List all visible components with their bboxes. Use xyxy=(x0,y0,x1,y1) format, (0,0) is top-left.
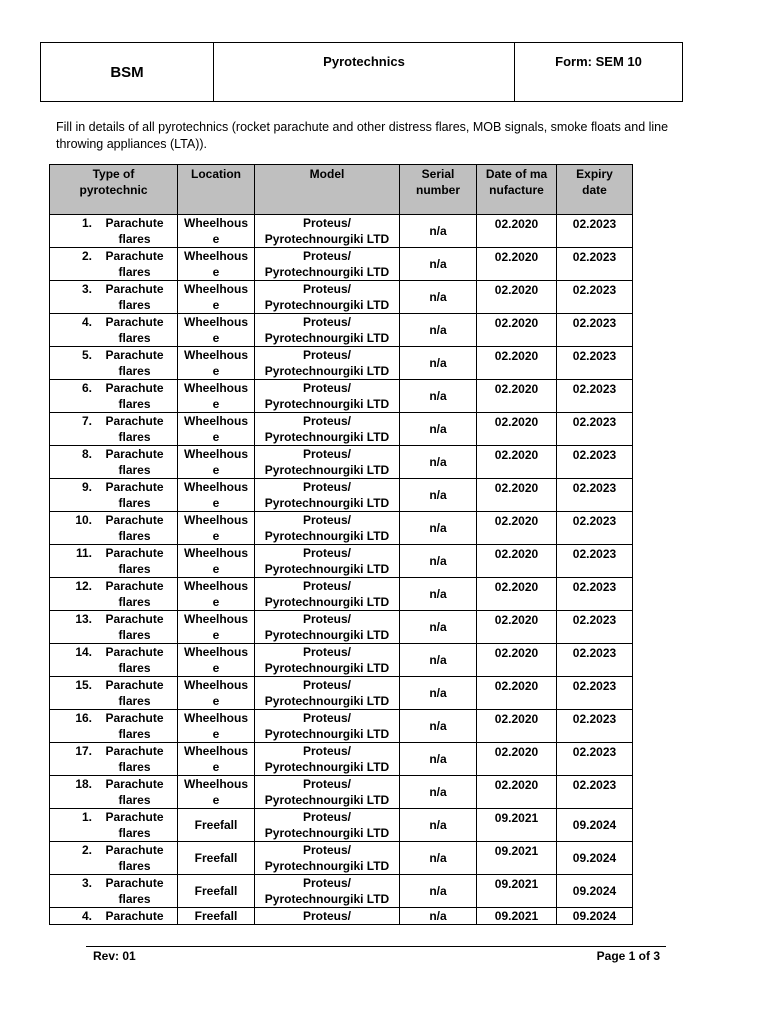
expiry-date-cell: 02.2023 xyxy=(557,314,633,347)
row-number: 13. xyxy=(75,612,92,626)
expiry-date-cell: 02.2023 xyxy=(557,545,633,578)
row-number: 5. xyxy=(81,348,92,362)
model-cell: Proteus/ Pyrotechnourgiki LTD xyxy=(255,776,400,809)
pyrotechnic-type: Parachute flares xyxy=(105,876,164,906)
pyrotechnic-type: Parachute xyxy=(105,909,164,923)
type-cell xyxy=(50,710,178,743)
serial-cell: n/a xyxy=(400,809,477,842)
row-number: 12. xyxy=(75,579,92,593)
type-cell xyxy=(50,809,178,842)
serial-cell: n/a xyxy=(400,578,477,611)
table-row xyxy=(50,644,633,677)
model-cell: Proteus/ Pyrotechnourgiki LTD xyxy=(255,413,400,446)
row-number: 15. xyxy=(75,678,92,692)
table-row xyxy=(50,446,633,479)
manufacture-date-cell: 02.2020 xyxy=(477,413,557,446)
model-cell: Proteus/ Pyrotechnourgiki LTD xyxy=(255,743,400,776)
pyrotechnic-type: Parachute flares xyxy=(105,315,164,345)
location-cell: Wheelhouse xyxy=(178,578,255,611)
manufacture-date-cell: 02.2020 xyxy=(477,479,557,512)
manufacture-date-cell: 09.2021 xyxy=(477,875,557,908)
location-cell: Wheelhouse xyxy=(178,545,255,578)
pyrotechnic-type: Parachute flares xyxy=(105,843,164,873)
location-cell: Wheelhouse xyxy=(178,413,255,446)
serial-cell: n/a xyxy=(400,413,477,446)
expiry-date-cell: 02.2023 xyxy=(557,215,633,248)
manufacture-date-cell: 02.2020 xyxy=(477,446,557,479)
type-cell xyxy=(50,512,178,545)
pyrotechnic-type: Parachute flares xyxy=(105,282,164,312)
pyrotechnic-type: Parachute flares xyxy=(105,810,164,840)
expiry-date-cell: 09.2024 xyxy=(557,842,633,875)
pyrotechnic-type: Parachute flares xyxy=(105,612,164,642)
row-number: 2. xyxy=(81,249,92,263)
expiry-date-cell: 02.2023 xyxy=(557,248,633,281)
pyrotechnic-type: Parachute flares xyxy=(105,711,164,741)
location-cell: Wheelhouse xyxy=(178,281,255,314)
serial-cell: n/a xyxy=(400,710,477,743)
serial-cell: n/a xyxy=(400,314,477,347)
row-number: 9. xyxy=(81,480,92,494)
type-cell xyxy=(50,578,178,611)
model-cell: Proteus/ Pyrotechnourgiki LTD xyxy=(255,512,400,545)
table-row xyxy=(50,215,633,248)
pyrotechnics-table xyxy=(49,164,633,925)
manufacture-date-cell: 02.2020 xyxy=(477,512,557,545)
table-row xyxy=(50,413,633,446)
model-cell: Proteus/ Pyrotechnourgiki LTD xyxy=(255,479,400,512)
type-cell xyxy=(50,611,178,644)
model-cell: Proteus/ Pyrotechnourgiki LTD xyxy=(255,281,400,314)
table-row xyxy=(50,875,633,908)
footer-divider xyxy=(86,946,666,947)
column-header-type: Type of pyrotechnic xyxy=(50,165,178,215)
manufacture-date-cell: 02.2020 xyxy=(477,281,557,314)
table-row xyxy=(50,479,633,512)
pyrotechnic-type: Parachute flares xyxy=(105,216,164,246)
organization-name: BSM xyxy=(41,43,214,102)
serial-cell: n/a xyxy=(400,611,477,644)
serial-cell: n/a xyxy=(400,380,477,413)
expiry-date-cell: 09.2024 xyxy=(557,875,633,908)
serial-cell: n/a xyxy=(400,545,477,578)
table-row xyxy=(50,248,633,281)
pyrotechnic-type: Parachute flares xyxy=(105,447,164,477)
expiry-date-cell: 02.2023 xyxy=(557,710,633,743)
expiry-date-cell: 02.2023 xyxy=(557,677,633,710)
pyrotechnic-type: Parachute flares xyxy=(105,381,164,411)
row-number: 7. xyxy=(81,414,92,428)
location-cell: Wheelhouse xyxy=(178,677,255,710)
type-cell xyxy=(50,644,178,677)
table-row xyxy=(50,809,633,842)
model-cell: Proteus/ Pyrotechnourgiki LTD xyxy=(255,578,400,611)
manufacture-date-cell: 02.2020 xyxy=(477,380,557,413)
expiry-date-cell: 02.2023 xyxy=(557,281,633,314)
location-cell: Wheelhouse xyxy=(178,479,255,512)
manufacture-date-cell: 02.2020 xyxy=(477,545,557,578)
column-header-manufacture-date: Date of manufacture xyxy=(477,165,557,215)
type-cell xyxy=(50,413,178,446)
table-row xyxy=(50,908,633,925)
row-number: 14. xyxy=(75,645,92,659)
pyrotechnic-type: Parachute flares xyxy=(105,579,164,609)
row-number: 4. xyxy=(81,909,92,923)
location-cell: Wheelhouse xyxy=(178,314,255,347)
table-row xyxy=(50,512,633,545)
serial-cell: n/a xyxy=(400,479,477,512)
manufacture-date-cell: 02.2020 xyxy=(477,743,557,776)
model-cell: Proteus/ Pyrotechnourgiki LTD xyxy=(255,677,400,710)
serial-cell: n/a xyxy=(400,644,477,677)
column-header-expiry: Expiry date xyxy=(557,165,633,215)
location-cell: Wheelhouse xyxy=(178,512,255,545)
table-header-row xyxy=(50,165,633,215)
column-header-location: Location xyxy=(178,165,255,215)
table-row xyxy=(50,776,633,809)
pyrotechnic-type: Parachute flares xyxy=(105,480,164,510)
table-row xyxy=(50,380,633,413)
table-row xyxy=(50,743,633,776)
manufacture-date-cell: 02.2020 xyxy=(477,611,557,644)
manufacture-date-cell: 02.2020 xyxy=(477,710,557,743)
pyrotechnic-type: Parachute flares xyxy=(105,513,164,543)
serial-cell: n/a xyxy=(400,347,477,380)
serial-cell: n/a xyxy=(400,677,477,710)
model-cell: Proteus/ Pyrotechnourgiki LTD xyxy=(255,215,400,248)
location-cell: Wheelhouse xyxy=(178,380,255,413)
model-cell: Proteus/ Pyrotechnourgiki LTD xyxy=(255,611,400,644)
pyrotechnic-type: Parachute flares xyxy=(105,645,164,675)
row-number: 3. xyxy=(81,282,92,296)
type-cell xyxy=(50,776,178,809)
model-cell: Proteus/ Pyrotechnourgiki LTD xyxy=(255,545,400,578)
manufacture-date-cell: 09.2021 xyxy=(477,809,557,842)
serial-cell: n/a xyxy=(400,446,477,479)
row-number: 6. xyxy=(81,381,92,395)
table-row xyxy=(50,281,633,314)
manufacture-date-cell: 02.2020 xyxy=(477,248,557,281)
expiry-date-cell: 02.2023 xyxy=(557,644,633,677)
type-cell xyxy=(50,314,178,347)
table-row xyxy=(50,611,633,644)
location-cell: Wheelhouse xyxy=(178,776,255,809)
location-cell: Freefall xyxy=(178,908,255,925)
model-cell: Proteus/ Pyrotechnourgiki LTD xyxy=(255,446,400,479)
location-cell: Wheelhouse xyxy=(178,446,255,479)
manufacture-date-cell: 09.2021 xyxy=(477,908,557,925)
model-cell: Proteus/ Pyrotechnourgiki LTD xyxy=(255,347,400,380)
table-row xyxy=(50,677,633,710)
expiry-date-cell: 02.2023 xyxy=(557,347,633,380)
expiry-date-cell: 02.2023 xyxy=(557,446,633,479)
type-cell xyxy=(50,446,178,479)
type-cell xyxy=(50,875,178,908)
model-cell: Proteus/ Pyrotechnourgiki LTD xyxy=(255,380,400,413)
type-cell xyxy=(50,842,178,875)
type-cell xyxy=(50,743,178,776)
location-cell: Wheelhouse xyxy=(178,347,255,380)
location-cell: Wheelhouse xyxy=(178,248,255,281)
type-cell xyxy=(50,908,178,925)
type-cell xyxy=(50,479,178,512)
model-cell: Proteus/ Pyrotechnourgiki LTD xyxy=(255,314,400,347)
type-cell xyxy=(50,380,178,413)
location-cell: Wheelhouse xyxy=(178,215,255,248)
row-number: 18. xyxy=(75,777,92,791)
type-cell xyxy=(50,281,178,314)
expiry-date-cell: 02.2023 xyxy=(557,512,633,545)
location-cell: Freefall xyxy=(178,809,255,842)
instructions-text: Fill in details of all pyrotechnics (rocket parachute and other distress flares, MOB signals, smoke floats and line throwing appliances (LTA)). xyxy=(56,120,669,151)
form-number: Form: SEM 10 xyxy=(515,43,683,102)
expiry-date-cell: 02.2023 xyxy=(557,776,633,809)
type-cell xyxy=(50,677,178,710)
serial-cell: n/a xyxy=(400,842,477,875)
column-header-serial: Serial number xyxy=(400,165,477,215)
model-cell: Proteus/ Pyrotechnourgiki LTD xyxy=(255,644,400,677)
serial-cell: n/a xyxy=(400,875,477,908)
pyrotechnic-type: Parachute flares xyxy=(105,348,164,378)
expiry-date-cell: 09.2024 xyxy=(557,809,633,842)
serial-cell: n/a xyxy=(400,743,477,776)
pyrotechnic-type: Parachute flares xyxy=(105,546,164,576)
row-number: 16. xyxy=(75,711,92,725)
pyrotechnic-type: Parachute flares xyxy=(105,678,164,708)
row-number: 3. xyxy=(81,876,92,890)
model-cell: Proteus/ Pyrotechnourgiki LTD xyxy=(255,809,400,842)
manufacture-date-cell: 02.2020 xyxy=(477,578,557,611)
table-row xyxy=(50,545,633,578)
row-number: 8. xyxy=(81,447,92,461)
expiry-date-cell: 02.2023 xyxy=(557,380,633,413)
serial-cell: n/a xyxy=(400,512,477,545)
pyrotechnic-type: Parachute flares xyxy=(105,414,164,444)
manufacture-date-cell: 02.2020 xyxy=(477,677,557,710)
serial-cell: n/a xyxy=(400,215,477,248)
revision-label: Rev: 01 xyxy=(93,949,136,963)
pyrotechnic-type: Parachute flares xyxy=(105,249,164,279)
pyrotechnic-type: Parachute flares xyxy=(105,744,164,774)
expiry-date-cell: 02.2023 xyxy=(557,743,633,776)
row-number: 17. xyxy=(75,744,92,758)
serial-cell: n/a xyxy=(400,776,477,809)
row-number: 1. xyxy=(81,810,92,824)
location-cell: Wheelhouse xyxy=(178,743,255,776)
manufacture-date-cell: 02.2020 xyxy=(477,215,557,248)
form-title: Pyrotechnics xyxy=(214,43,515,102)
row-number: 2. xyxy=(81,843,92,857)
model-cell: Proteus/ Pyrotechnourgiki LTD xyxy=(255,842,400,875)
type-cell xyxy=(50,215,178,248)
type-cell xyxy=(50,545,178,578)
expiry-date-cell: 02.2023 xyxy=(557,413,633,446)
model-cell: Proteus/ xyxy=(255,908,400,925)
expiry-date-cell: 02.2023 xyxy=(557,479,633,512)
location-cell: Wheelhouse xyxy=(178,644,255,677)
type-cell xyxy=(50,248,178,281)
expiry-date-cell: 09.2024 xyxy=(557,908,633,925)
location-cell: Wheelhouse xyxy=(178,710,255,743)
type-cell xyxy=(50,347,178,380)
pyrotechnic-type: Parachute flares xyxy=(105,777,164,807)
manufacture-date-cell: 02.2020 xyxy=(477,314,557,347)
table-row xyxy=(50,710,633,743)
form-header xyxy=(40,42,683,102)
manufacture-date-cell: 02.2020 xyxy=(477,644,557,677)
table-body xyxy=(50,215,633,925)
row-number: 11. xyxy=(75,546,92,560)
model-cell: Proteus/ Pyrotechnourgiki LTD xyxy=(255,875,400,908)
column-header-model: Model xyxy=(255,165,400,215)
table-row xyxy=(50,842,633,875)
row-number: 10. xyxy=(75,513,92,527)
expiry-date-cell: 02.2023 xyxy=(557,611,633,644)
table-row xyxy=(50,314,633,347)
serial-cell: n/a xyxy=(400,248,477,281)
serial-cell: n/a xyxy=(400,908,477,925)
table-row xyxy=(50,578,633,611)
manufacture-date-cell: 02.2020 xyxy=(477,347,557,380)
location-cell: Freefall xyxy=(178,875,255,908)
serial-cell: n/a xyxy=(400,281,477,314)
row-number: 1. xyxy=(81,216,92,230)
model-cell: Proteus/ Pyrotechnourgiki LTD xyxy=(255,248,400,281)
row-number: 4. xyxy=(81,315,92,329)
location-cell: Freefall xyxy=(178,842,255,875)
model-cell: Proteus/ Pyrotechnourgiki LTD xyxy=(255,710,400,743)
location-cell: Wheelhouse xyxy=(178,611,255,644)
page-number: Page 1 of 3 xyxy=(596,949,660,963)
manufacture-date-cell: 09.2021 xyxy=(477,842,557,875)
manufacture-date-cell: 02.2020 xyxy=(477,776,557,809)
table-row xyxy=(50,347,633,380)
expiry-date-cell: 02.2023 xyxy=(557,578,633,611)
